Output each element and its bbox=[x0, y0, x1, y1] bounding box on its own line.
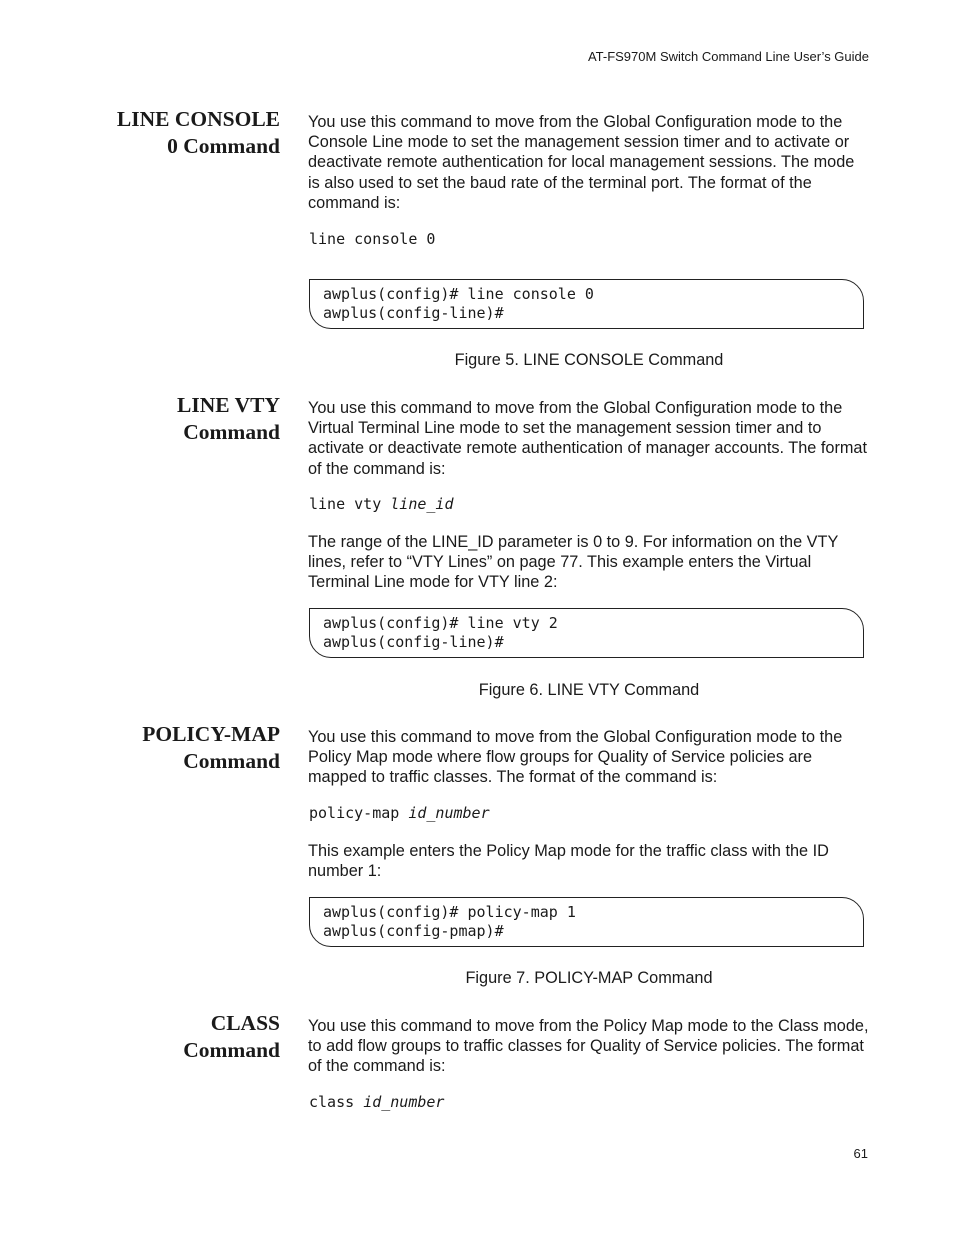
example-line: awplus(config)# line console 0 bbox=[323, 285, 594, 303]
section-title-policy-map bbox=[142, 721, 280, 775]
section-paragraph: You use this command to move from the Global Configuration mode to the Console Line mode to set the management session timer and to activate or deactivate remote authentication for local management sessions. The mode is also used to set the baud rate of the terminal port. The format of the command is: bbox=[308, 113, 855, 212]
example-line: awplus(config)# line vty 2 bbox=[323, 614, 558, 632]
section-paragraph: The range of the LINE_ID parameter is 0 to 9. For information on the VTY lines, refer to “VTY Lines” on page 77. This example enters the Virtual Terminal Line mode for VTY line 2: bbox=[308, 533, 839, 592]
command-parameter: id_number bbox=[363, 1093, 445, 1111]
section-title-line: LINE CONSOLE bbox=[116, 107, 280, 131]
command-text: class bbox=[309, 1093, 364, 1111]
section-title-line-vty bbox=[177, 392, 280, 446]
page-number: 61 bbox=[853, 1146, 868, 1161]
section-title-line: POLICY-MAP bbox=[142, 722, 280, 746]
section-title-class bbox=[183, 1010, 280, 1064]
example-box bbox=[309, 897, 864, 947]
section-title-line-console bbox=[117, 106, 280, 160]
command-syntax bbox=[309, 495, 454, 513]
figure-caption: Figure 5. LINE CONSOLE Command bbox=[454, 351, 724, 369]
command-syntax bbox=[309, 804, 490, 822]
example-box bbox=[309, 608, 864, 658]
example-line: awplus(config-line)# bbox=[323, 304, 504, 322]
section-paragraph: You use this command to move from the Global Configuration mode to the Virtual Terminal Line mode to set the management session timer and to activate or deactivate remote authentication of manager accounts. The format of the command is: bbox=[308, 399, 867, 478]
running-header: AT-FS970M Switch Command Line User’s Guide bbox=[587, 49, 869, 64]
section-title-line: Command bbox=[183, 420, 280, 444]
example-line: awplus(config)# policy-map 1 bbox=[323, 903, 576, 921]
section-title-line: Command bbox=[183, 1038, 280, 1062]
command-syntax bbox=[309, 230, 435, 248]
command-parameter: id_number bbox=[408, 804, 490, 822]
section-paragraph: This example enters the Policy Map mode for the traffic class with the ID number 1: bbox=[308, 842, 829, 881]
section-title-line: Command bbox=[183, 749, 280, 773]
example-box bbox=[309, 279, 864, 329]
command-parameter: line_id bbox=[390, 495, 454, 513]
figure-caption: Figure 7. POLICY-MAP Command bbox=[465, 969, 713, 987]
section-paragraph: You use this command to move from the Global Configuration mode to the Policy Map mode where flow groups for Quality of Service policies are mapped to traffic classes. The format of the command is: bbox=[308, 728, 843, 787]
figure-caption: Figure 6. LINE VTY Command bbox=[478, 681, 700, 699]
section-title-line: 0 Command bbox=[167, 134, 280, 158]
section-title-line: LINE VTY bbox=[177, 393, 280, 417]
section-paragraph: You use this command to move from the Policy Map mode to the Class mode, to add flow groups to traffic classes for Quality of Service policies. The format of the command is: bbox=[308, 1017, 869, 1076]
command-text: policy-map bbox=[309, 804, 409, 822]
example-line: awplus(config-line)# bbox=[323, 633, 504, 651]
command-text: line console 0 bbox=[309, 230, 436, 248]
command-text: line vty bbox=[309, 495, 391, 513]
section-title-line: CLASS bbox=[210, 1011, 280, 1035]
example-line: awplus(config-pmap)# bbox=[323, 922, 504, 940]
command-syntax bbox=[309, 1093, 444, 1111]
